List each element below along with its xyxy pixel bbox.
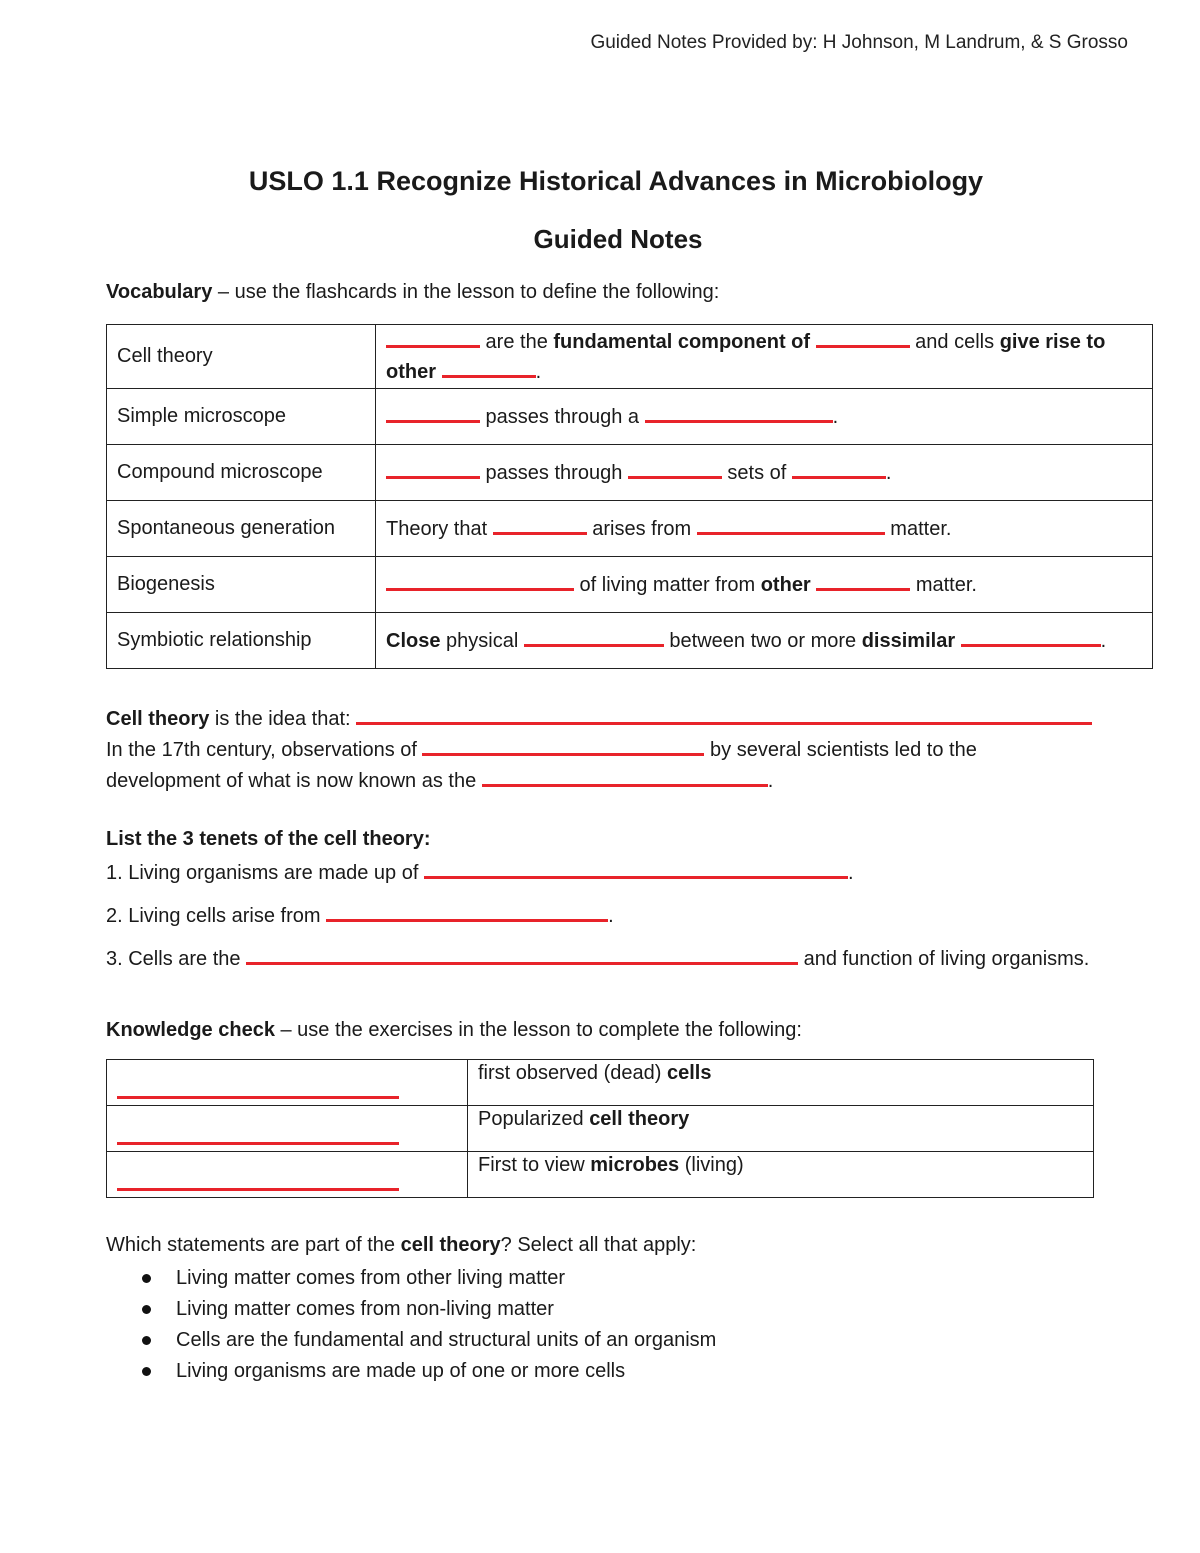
page-title: USLO 1.1 Recognize Historical Advances in Microbiology: [248, 166, 984, 196]
vocab-term: Compound microscope: [107, 445, 376, 501]
blank-line[interactable]: [697, 516, 885, 535]
answer-cell: [107, 1106, 468, 1152]
answer-cell: [107, 1152, 468, 1198]
vocab-term: Spontaneous generation: [107, 501, 376, 557]
vocabulary-instruction: [106, 281, 719, 304]
table-row: [107, 613, 1153, 669]
knowledge-check-instruction: Knowledge check – use the exercises in the lesson to complete the following:: [106, 1019, 802, 1041]
knowledge-check-label: Knowledge check: [106, 1019, 275, 1041]
list-item[interactable]: Living matter comes from other living matter: [140, 1264, 716, 1295]
blank-line[interactable]: [386, 572, 574, 591]
blank-line[interactable]: [442, 359, 536, 378]
blank-line[interactable]: [493, 516, 587, 535]
blank-line[interactable]: [246, 946, 798, 965]
blank-line[interactable]: [422, 737, 704, 756]
bullet-icon: [142, 1367, 151, 1376]
list-item[interactable]: Living matter comes from non-living matter: [140, 1295, 716, 1326]
cell-theory-label: Cell theory: [106, 708, 210, 730]
bullet-icon: [142, 1274, 151, 1283]
cell-theory-prompt: Cell theory is the idea that:: [106, 706, 1092, 731]
bullet-icon: [142, 1305, 151, 1314]
list-item[interactable]: Cells are the fundamental and structural units of an organism: [140, 1326, 716, 1357]
vocabulary-label: Vocabulary: [106, 281, 213, 303]
blank-line[interactable]: [117, 1080, 399, 1099]
table-row: [107, 557, 1153, 613]
table-row: [107, 325, 1153, 389]
vocab-term: Cell theory: [107, 325, 376, 389]
tenet-item: 3. Cells are the and function of living organisms.: [106, 948, 1090, 970]
knowledge-check-table: [106, 1059, 1094, 1198]
blank-line[interactable]: [117, 1172, 399, 1191]
blank-line[interactable]: [524, 628, 664, 647]
blank-line[interactable]: [792, 460, 886, 479]
vocab-definition: passes through sets of .: [376, 445, 1153, 501]
vocabulary-instruction-text: – use the flashcards in the lesson to define the following:: [212, 281, 720, 303]
answer-cell: [107, 1060, 468, 1106]
blank-line[interactable]: [628, 460, 722, 479]
list-item[interactable]: Living organisms are made up of one or more cells: [140, 1357, 716, 1388]
table-row: [107, 1106, 1094, 1152]
blank-line[interactable]: [482, 768, 768, 787]
blank-line[interactable]: [386, 404, 480, 423]
vocab-definition: of living matter from other matter.: [376, 557, 1153, 613]
blank-line[interactable]: [326, 903, 608, 922]
vocab-term: Biogenesis: [107, 557, 376, 613]
clue-cell: First to view microbes (living): [468, 1152, 1094, 1198]
table-row: [107, 1060, 1094, 1106]
vocabulary-table: [106, 324, 1153, 669]
vocab-definition: are the fundamental component of and cells give rise to other .: [376, 325, 1153, 389]
blank-line[interactable]: [386, 460, 480, 479]
history-sentence-continued: development of what is now known as the .: [106, 770, 774, 792]
vocab-definition: Close physical between two or more dissimilar .: [376, 613, 1153, 669]
blank-line[interactable]: [356, 706, 1092, 725]
answer-options-list: [140, 1264, 716, 1388]
tenet-item: 1. Living organisms are made up of .: [106, 862, 854, 884]
tenet-item: 2. Living cells arise from .: [106, 905, 614, 927]
blank-line[interactable]: [424, 860, 848, 879]
vocab-term: Symbiotic relationship: [107, 613, 376, 669]
clue-cell: first observed (dead) cells: [468, 1060, 1094, 1106]
clue-cell: Popularized cell theory: [468, 1106, 1094, 1152]
header-credit: Guided Notes Provided by: H Johnson, M Landrum, & S Grosso: [590, 32, 1128, 53]
blank-line[interactable]: [816, 572, 910, 591]
blank-line[interactable]: [645, 404, 833, 423]
bullet-icon: [142, 1336, 151, 1345]
vocab-definition: passes through a .: [376, 389, 1153, 445]
tenets-heading: List the 3 tenets of the cell theory:: [106, 828, 431, 850]
vocab-term: Simple microscope: [107, 389, 376, 445]
blank-line[interactable]: [961, 628, 1101, 647]
question-prompt: Which statements are part of the cell theory? Select all that apply:: [106, 1234, 697, 1256]
table-row: [107, 445, 1153, 501]
history-sentence: In the 17th century, observations of by several scientists led to the: [106, 739, 977, 761]
blank-line[interactable]: [117, 1126, 399, 1145]
blank-line[interactable]: [816, 329, 910, 348]
table-row: [107, 501, 1153, 557]
blank-line[interactable]: [386, 329, 480, 348]
page-subtitle: Guided Notes: [533, 224, 703, 254]
vocab-definition: Theory that arises from matter.: [376, 501, 1153, 557]
table-row: [107, 1152, 1094, 1198]
table-row: [107, 389, 1153, 445]
